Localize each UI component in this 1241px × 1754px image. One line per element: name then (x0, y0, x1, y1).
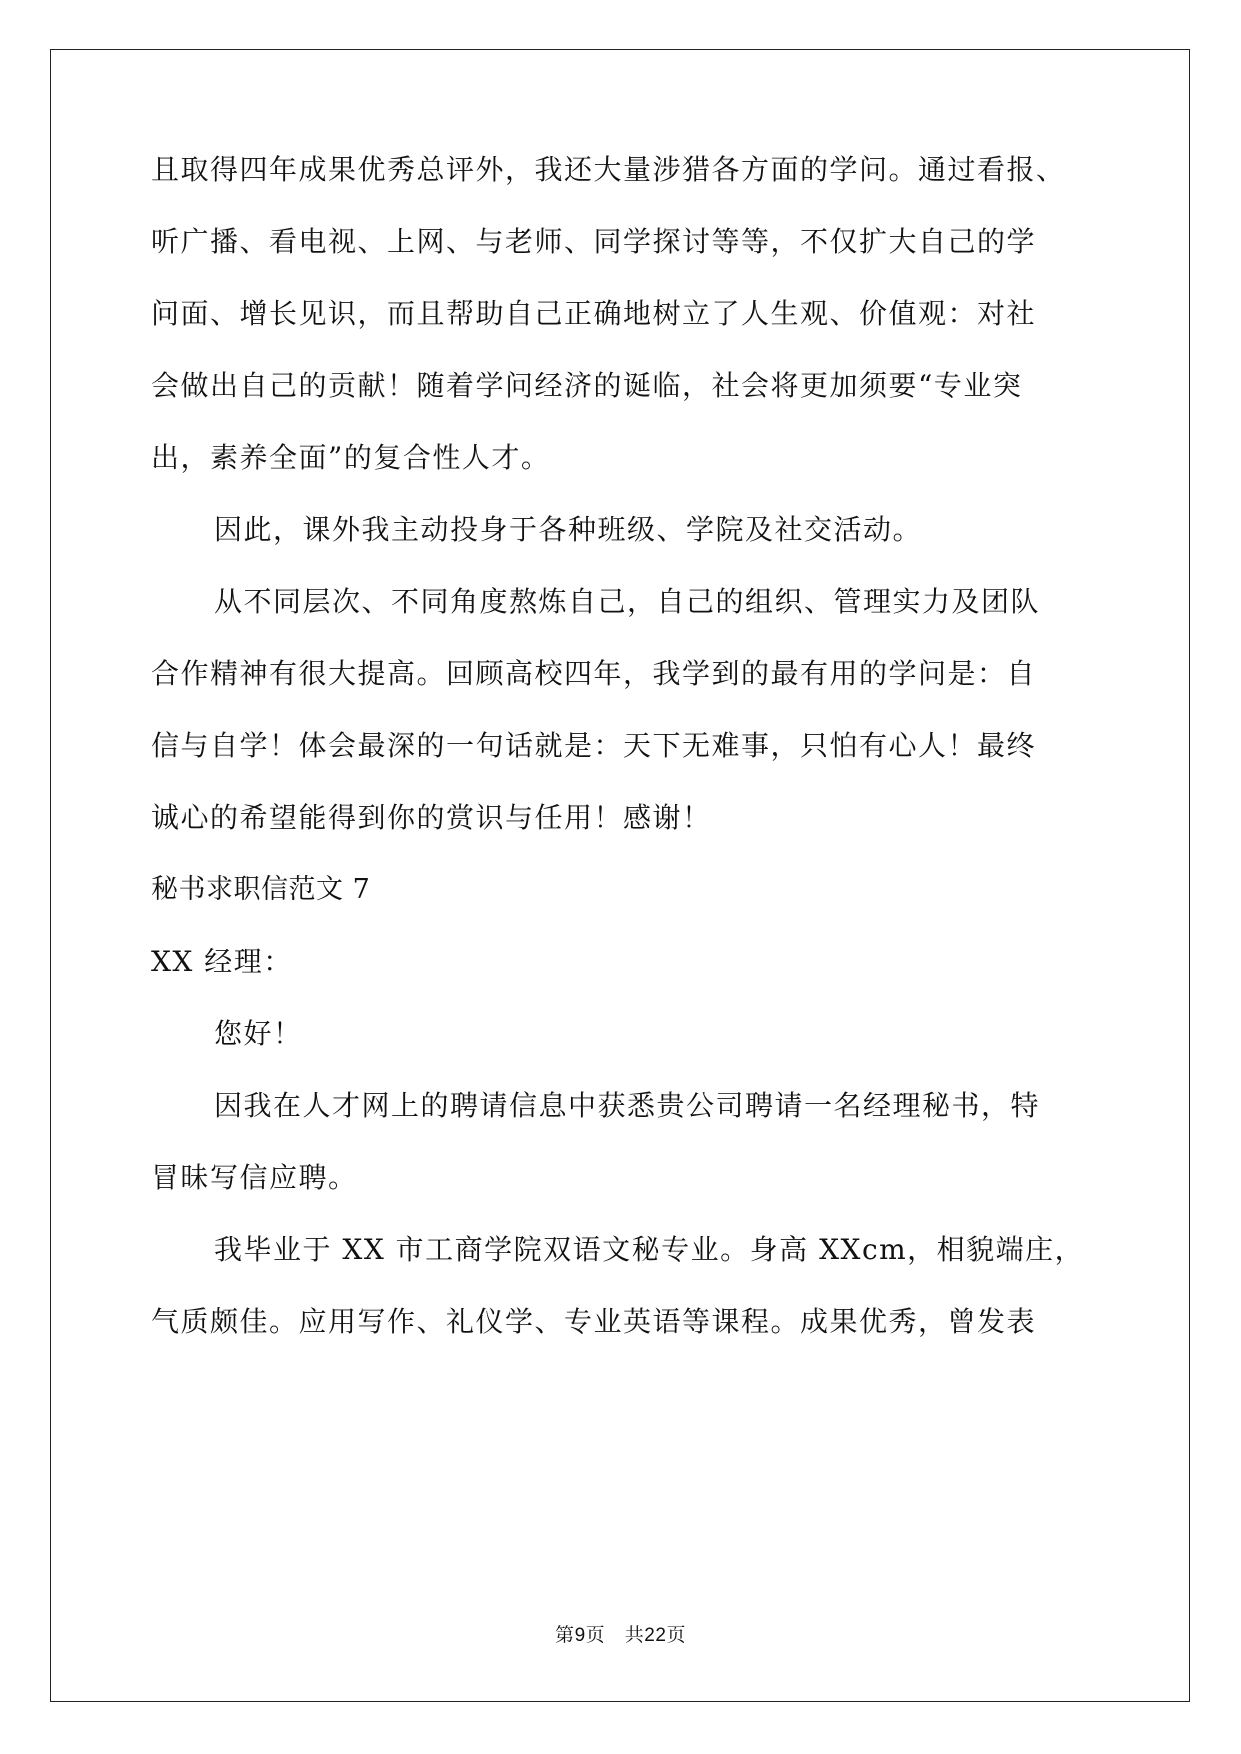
footer-prefix: 第 (555, 1624, 575, 1646)
body-line: 冒昧写信应聘。 (151, 1161, 358, 1194)
body-line: 因此，课外我主动投身于各种班级、学院及社交活动。 (214, 513, 923, 546)
body-line: 诚心的希望能得到你的赏识与任用！感谢！ (151, 801, 712, 834)
section-heading: 秘书求职信范文 7 (151, 874, 371, 905)
footer-page-unit: 页 (585, 1624, 606, 1646)
total-pages-number: 22 (644, 1625, 667, 1646)
body-line: 合作精神有很大提高。回顾高校四年，我学到的最有用的学问是：自 (151, 657, 1037, 690)
body-line: 问面、增长见识，而且帮助自己正确地树立了人生观、价值观：对社 (151, 297, 1037, 330)
body-line: 听广播、看电视、上网、与老师、同学探讨等等，不仅扩大自己的学 (151, 225, 1037, 258)
body-line: 气质颇佳。应用写作、礼仪学、专业英语等课程。成果优秀，曾发表 (151, 1305, 1037, 1338)
page-footer (0, 1623, 1241, 1648)
salutation: XX 经理： (151, 945, 293, 978)
footer-total-prefix: 共 (624, 1624, 645, 1646)
body-line: 信与自学！体会最深的一句话就是：天下无难事，只怕有心人！最终 (151, 729, 1037, 762)
body-line: 会做出自己的贡献！随着学问经济的诞临，社会将更加须要“专业突 (151, 369, 1023, 402)
body-line: 出，素养全面”的复合性人才。 (151, 441, 551, 474)
greeting: 您好！ (214, 1017, 303, 1050)
body-line: 因我在人才网上的聘请信息中获悉贵公司聘请一名经理秘书，特 (214, 1089, 1041, 1122)
body-line: 我毕业于 XX 市工商学院双语文秘专业。身高 XXcm，相貌端庄， (214, 1233, 1085, 1266)
footer-total-unit: 页 (666, 1624, 686, 1646)
body-line: 从不同层次、不同角度熬炼自己，自己的组织、管理实力及团队 (214, 585, 1041, 618)
current-page-number: 9 (574, 1625, 586, 1646)
body-line: 且取得四年成果优秀总评外，我还大量涉猎各方面的学问。通过看报、 (151, 153, 1066, 186)
